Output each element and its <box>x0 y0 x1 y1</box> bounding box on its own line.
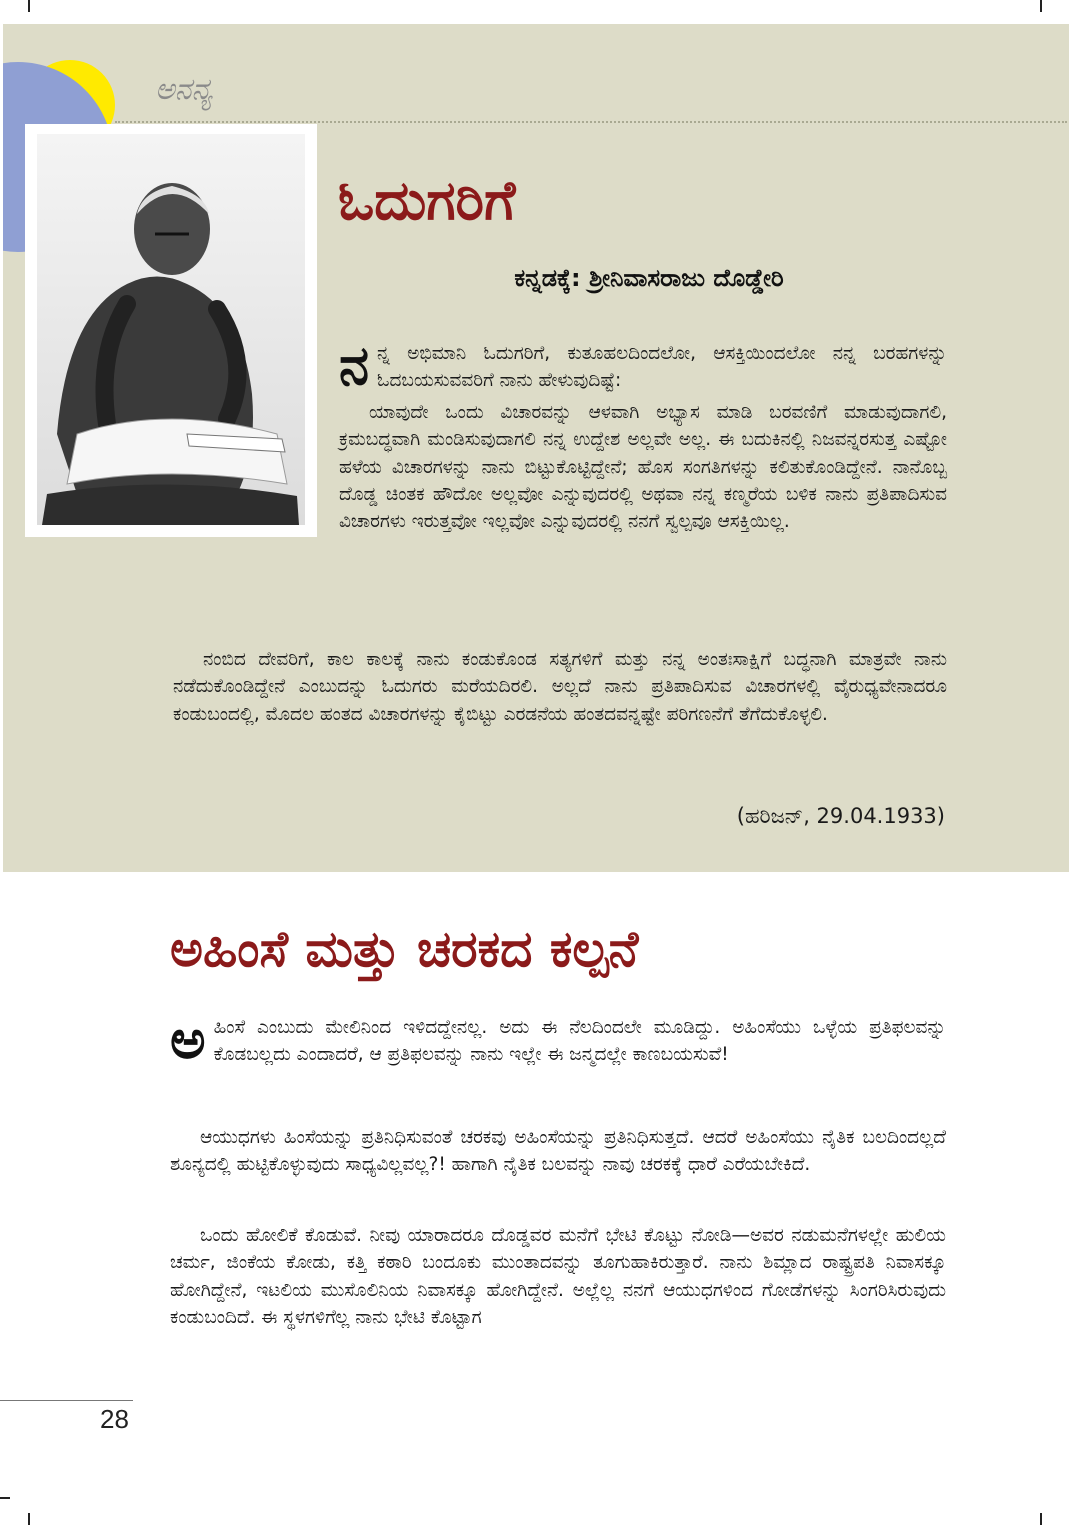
portrait-frame <box>25 124 317 537</box>
footer-rule <box>0 1400 133 1401</box>
article2-paragraph-1 <box>170 1008 946 1071</box>
page-number: 28 <box>100 1404 129 1434</box>
crop-mark <box>28 0 30 12</box>
article1-paragraph-2 <box>339 399 947 535</box>
paragraph-text: ನಂಬಿದ ದೇವರಿಗೆ, ಕಾಲ ಕಾಲಕ್ಕೆ ನಾನು ಕಂಡುಕೊಂಡ ಸತ್ಯಗಳಿಗೆ ಮತ್ತು ನನ್ನ ಅಂತಃಸಾಕ್ಷಿಗೆ ಬದ್ಧನಾಗಿ ಮಾತ್ರವೇ ನಾನು ನಡೆದುಕೊಂಡಿದ್ದೇನೆ ಎಂಬುದನ್ನು ಓದುಗರು ಮರೆಯದಿರಲಿ. ಅಲ್ಲದೆ ನಾನು ಪ್ರತಿಪಾದಿಸುವ ವಿಚಾರಗಳಲ್ಲಿ ವೈರುಧ್ಯವೇನಾದರೂ ಕಂಡುಬಂದಲ್ಲಿ, ಮೊದಲ ಹಂತದ ವಿಚಾರಗಳನ್ನು ಕೈಬಿಟ್ಟು ಎರಡನೆಯ ಹಂತದವನ್ನಷ್ಟೇ ಪರಿಗಣನೆಗೆ ತೆಗೆದುಕೊಳ್ಳಲಿ. <box>173 649 947 725</box>
crop-mark <box>1040 0 1042 12</box>
paragraph-text: ಹಿಂಸೆ ಎಂಬುದು ಮೇಲಿನಿಂದ ಇಳಿದದ್ದೇನಲ್ಲ. ಅದು ಈ ನೆಲದಿಂದಲೇ ಮೂಡಿದ್ದು. ಅಹಿಂಸೆಯು ಒಳ್ಳೆಯ ಪ್ರತಿಫಲವನ್ನು ಕೊಡಬಲ್ಲದು ಎಂದಾದರೆ, ಆ ಪ್ರತಿಫಲವನ್ನು ನಾನು ಇಲ್ಲೇ ಈ ಜನ್ಮದಲ್ಲೇ ಕಾಣಬಯಸುವೆ! <box>213 1017 946 1066</box>
article2-paragraph-3 <box>170 1222 946 1390</box>
dropcap: ನ <box>339 334 370 397</box>
paragraph-text: ಆಯುಧಗಳು ಹಿಂಸೆಯನ್ನು ಪ್ರತಿನಿಧಿಸುವಂತೆ ಚರಕವು ಅಹಿಂಸೆಯನ್ನು ಪ್ರತಿನಿಧಿಸುತ್ತದೆ. ಆದರೆ ಅಹಿಂಸೆಯು ನೈತಿಕ ಬಲದಿಂದಲ್ಲದೆ ಶೂನ್ಯದಲ್ಲಿ ಹುಟ್ಟಿಕೊಳ್ಳುವುದು ಸಾಧ್ಯವಿಲ್ಲವಲ್ಲ?! ಹಾಗಾಗಿ ನೈತಿಕ ಬಲವನ್ನು ನಾವು ಚರಕಕ್ಕೆ ಧಾರೆ ಎರೆಯಬೇಕಿದೆ. <box>170 1127 946 1176</box>
crop-mark <box>0 1497 10 1499</box>
crop-mark <box>1040 1513 1042 1525</box>
crop-mark <box>28 1513 30 1525</box>
paragraph-text: ಯಾವುದೇ ಒಂದು ವಿಚಾರವನ್ನು ಆಳವಾಗಿ ಅಭ್ಯಾಸ ಮಾಡಿ ಬರವಣಿಗೆ ಮಾಡುವುದಾಗಲಿ, ಕ್ರಮಬದ್ಧವಾಗಿ ಮಂಡಿಸುವುದಾಗಲಿ ನನ್ನ ಉದ್ದೇಶ ಅಲ್ಲವೇ ಅಲ್ಲ. ಈ ಬದುಕಿನಲ್ಲಿ ನಿಜವನ್ನರಸುತ್ತ ಎಷ್ಟೋ ಹಳೆಯ ವಿಚಾರಗಳನ್ನು ನಾನು ಬಿಟ್ಟುಕೊಟ್ಟಿದ್ದೇನೆ; ಹೊಸ ಸಂಗತಿಗಳನ್ನು ಕಲಿತುಕೊಂಡಿದ್ದೇನೆ. ನಾನೊಬ್ಬ ದೊಡ್ಡ ಚಿಂತಕ ಹೌದೋ ಅಲ್ಲವೋ ಎನ್ನುವುದರಲ್ಲಿ ಅಥವಾ ನನ್ನ ಕಣ್ಮರೆಯ ಬಳಿಕ ನಾನು ಪ್ರತಿಪಾದಿಸುವ ವಿಚಾರಗಳು ಇರುತ್ತವೋ ಇಲ್ಲವೋ ಎನ್ನುವುದರಲ್ಲಿ ನನಗೆ ಸ್ವಲ್ಪವೂ ಆಸಕ್ತಿಯಿಲ್ಲ. <box>339 402 947 533</box>
dropcap: ಅ <box>170 1008 206 1071</box>
dotted-divider <box>115 121 1067 123</box>
section-tag: ಅನನ್ಯ <box>155 72 213 107</box>
article1-paragraph-3 <box>173 646 947 728</box>
article-title-nonviolence: ಅಹಿಂಸೆ ಮತ್ತು ಚರಕದ ಕಲ್ಪನೆ <box>170 920 639 978</box>
article1-paragraph-1 <box>339 334 947 397</box>
portrait-photo <box>37 134 305 525</box>
paragraph-text: ಒಂದು ಹೋಲಿಕೆ ಕೊಡುವೆ. ನೀವು ಯಾರಾದರೂ ದೊಡ್ಡವರ ಮನೆಗೆ ಭೇಟಿ ಕೊಟ್ಟು ನೋಡಿ—ಅವರ ನಡುಮನೆಗಳಲ್ಲೇ ಹುಲಿಯ ಚರ್ಮ, ಜಿಂಕೆಯ ಕೋಡು, ಕತ್ತಿ ಕಠಾರಿ ಬಂದೂಕು ಮುಂತಾದವನ್ನು ತೂಗುಹಾಕಿರುತ್ತಾರೆ. ನಾನು ಶಿಮ್ಲಾದ ರಾಷ್ಟ್ರಪತಿ ನಿವಾಸಕ್ಕೂ ಹೋಗಿದ್ದೇನೆ, ಇಟಲಿಯ ಮುಸೊಲಿನಿಯ ನಿವಾಸಕ್ಕೂ ಹೋಗಿದ್ದೇನೆ. ಅಲ್ಲೆಲ್ಲ ನನಗೆ ಆಯುಧಗಳಿಂದ ಗೋಡೆಗಳನ್ನು ಸಿಂಗರಿಸಿರುವುದು ಕಂಡುಬಂದಿದೆ. ಈ ಸ್ಥಳಗಳಿಗೆಲ್ಲ ನಾನು ಭೇಟಿ ಕೊಟ್ಟಾಗ <box>170 1225 946 1328</box>
paragraph-text: ನ್ನ ಅಭಿಮಾನಿ ಓದುಗರಿಗೆ, ಕುತೂಹಲದಿಂದಲೋ, ಆಸಕ್ತಿಯಿಂದಲೋ ನನ್ನ ಬರಹಗಳನ್ನು ಓದಬಯಸುವವರಿಗೆ ನಾನು ಹೇಳುವುದಿಷ್ಟೆ: <box>377 343 947 392</box>
source-citation: (ಹರಿಜನ್, 29.04.1933) <box>736 804 945 828</box>
article-title-readers: ಓದುಗರಿಗೆ <box>338 169 516 232</box>
translator-byline: ಕನ್ನಡಕ್ಕೆ: ಶ್ರೀನಿವಾಸರಾಜು ದೊಡ್ಡೇರಿ <box>514 264 784 292</box>
article-panel <box>3 24 1069 872</box>
portrait-illustration <box>37 134 305 525</box>
article2-paragraph-2 <box>170 1124 946 1179</box>
